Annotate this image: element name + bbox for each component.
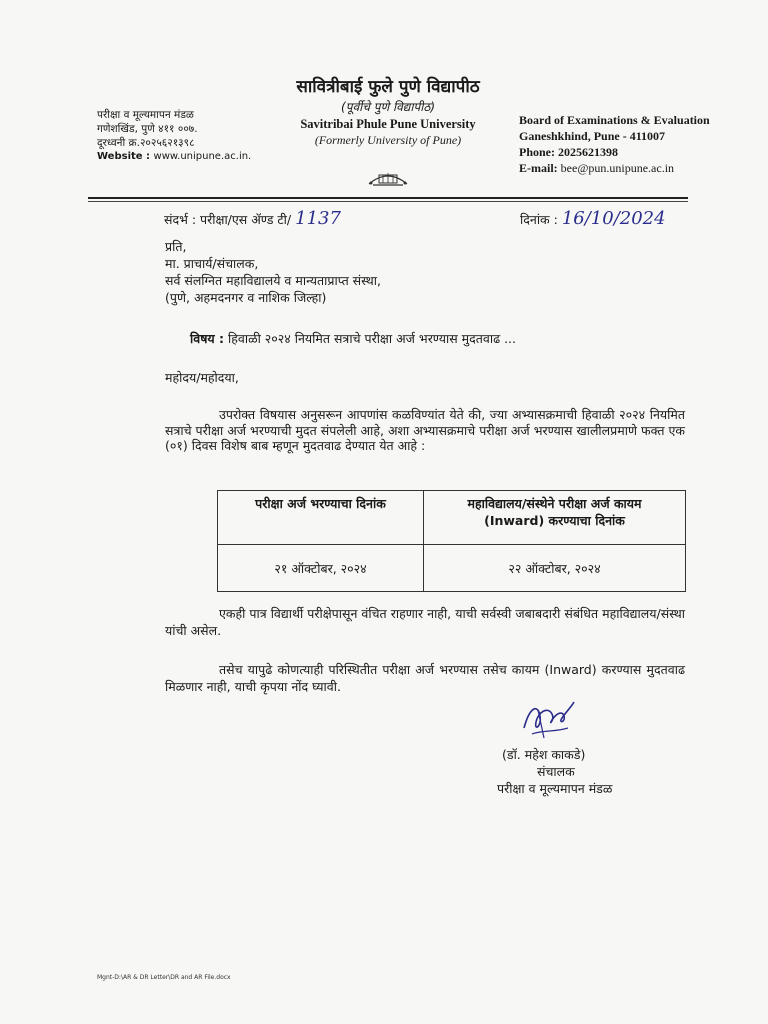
date-value: 16/10/2024 [561, 208, 666, 229]
university-former-english: (Formerly University of Pune) [314, 133, 462, 147]
date-label: दिनांक : [520, 212, 558, 227]
dates-table [217, 490, 686, 592]
address-english: Ganeshkhind, Pune - 411007 [519, 129, 666, 143]
body-paragraph-1: उपरोक्त विषयास अनुसरून आपणांस कळविण्यांत येते की, ज्या अभ्यासक्रमाची हिवाळी २०२४ नियमित सत्राचे परीक्षा अर्ज भरण्याची मुदत संपलेली आहे, अशा अभ्यासक्रमाचे परीक्षा अर्ज भरण्यास खालीलप्रमाणे फक्त एक (०१) दिवस विशेष बाब म्हणून मुदतवाढ देण्यात येत आहे : [165, 407, 685, 453]
signatory-office: परीक्षा व मूल्यमापन मंडळ [497, 781, 613, 796]
website-line [97, 150, 251, 164]
reference-number: 1137 [295, 208, 341, 229]
signatory-designation: संचालक [537, 764, 575, 779]
header-divider-thick [88, 197, 688, 199]
address-line-1: प्रति, [165, 239, 187, 254]
header-left-block [97, 108, 251, 164]
table-cell: २१ ऑक्टोबर, २०२४ [218, 545, 424, 592]
board-name-marathi: परीक्षा व मूल्यमापन मंडळ [97, 109, 194, 121]
phone-value: 2025621398 [558, 145, 618, 159]
header-center-block [268, 76, 508, 148]
header-divider-thin [88, 201, 688, 202]
university-former-marathi: (पूर्वीचे पुणे विद्यापीठ) [340, 100, 436, 114]
table-row [218, 545, 686, 592]
phone-label: Phone: [519, 145, 555, 159]
address-line-2: मा. प्राचार्य/संचालक, [165, 256, 259, 271]
date-line [520, 208, 666, 229]
email-value: bee@pun.unipune.ac.in [560, 161, 675, 175]
website-label: Website : [97, 151, 151, 162]
footer-file-path: Mgnt-D:\AR & DR Letter\DR and AR File.docx [97, 974, 231, 981]
university-title-marathi: सावित्रीबाई फुले पुणे विद्यापीठ [296, 77, 480, 97]
salutation: महोदय/महोदया, [165, 370, 239, 385]
body-paragraph-2: एकही पात्र विद्यार्थी परीक्षेपासून वंचित राहणार नाही, याची सर्वस्वी जबाबदारी संबंधित महाविद्यालय/संस्था यांची असेल. [165, 606, 685, 638]
email-label: E-mail: [519, 161, 558, 175]
subject-text: हिवाळी २०२४ नियमित सत्राचे परीक्षा अर्ज भरण्यास मुदतवाढ ... [228, 331, 517, 346]
signature-icon [518, 698, 578, 740]
address-line-4: (पुणे, अहमदनगर व नाशिक जिल्हा) [165, 290, 327, 305]
university-emblem-icon [365, 164, 411, 188]
recipient-address [165, 238, 381, 306]
table-cell: २२ ऑक्टोबर, २०२४ [424, 545, 686, 592]
signatory-block [497, 746, 612, 797]
website-value: www.unipune.ac.in. [153, 151, 252, 162]
address-marathi: गणेशखिंड, पुणे ४११ ००७. [97, 123, 198, 135]
table-header-cell: परीक्षा अर्ज भरण्याचा दिनांक [218, 491, 424, 545]
subject-line [190, 330, 516, 347]
table-header-row [218, 491, 686, 545]
email-line [519, 160, 710, 176]
body-paragraph-3: तसेच यापुढे कोणत्याही परिस्थितीत परीक्षा अर्ज भरण्यास तसेच कायम (Inward) करण्यास मुदतवाढ मिळणार नाही, याची कृपया नोंद घ्यावी. [165, 662, 685, 694]
address-line-3: सर्व संलग्नित महाविद्यालये व मान्यताप्राप्त संस्था, [165, 273, 381, 288]
reference-line [164, 208, 341, 229]
phone-marathi: दूरध्वनी क्र.२०२५६२१३९८ [97, 137, 195, 149]
reference-label: संदर्भ : परीक्षा/एस ॲण्ड टी/ [164, 212, 292, 227]
board-name-english: Board of Examinations & Evaluation [519, 113, 710, 127]
subject-label: विषय : [190, 331, 225, 346]
table-header-cell: महाविद्यालय/संस्थेने परीक्षा अर्ज कायम (Inward) करण्याचा दिनांक [424, 491, 686, 545]
header-right-block [519, 112, 710, 176]
university-title-english: Savitribai Phule Pune University [300, 117, 476, 131]
signatory-name: (डॉ. महेश काकडे) [502, 747, 586, 762]
phone-line [519, 144, 710, 160]
